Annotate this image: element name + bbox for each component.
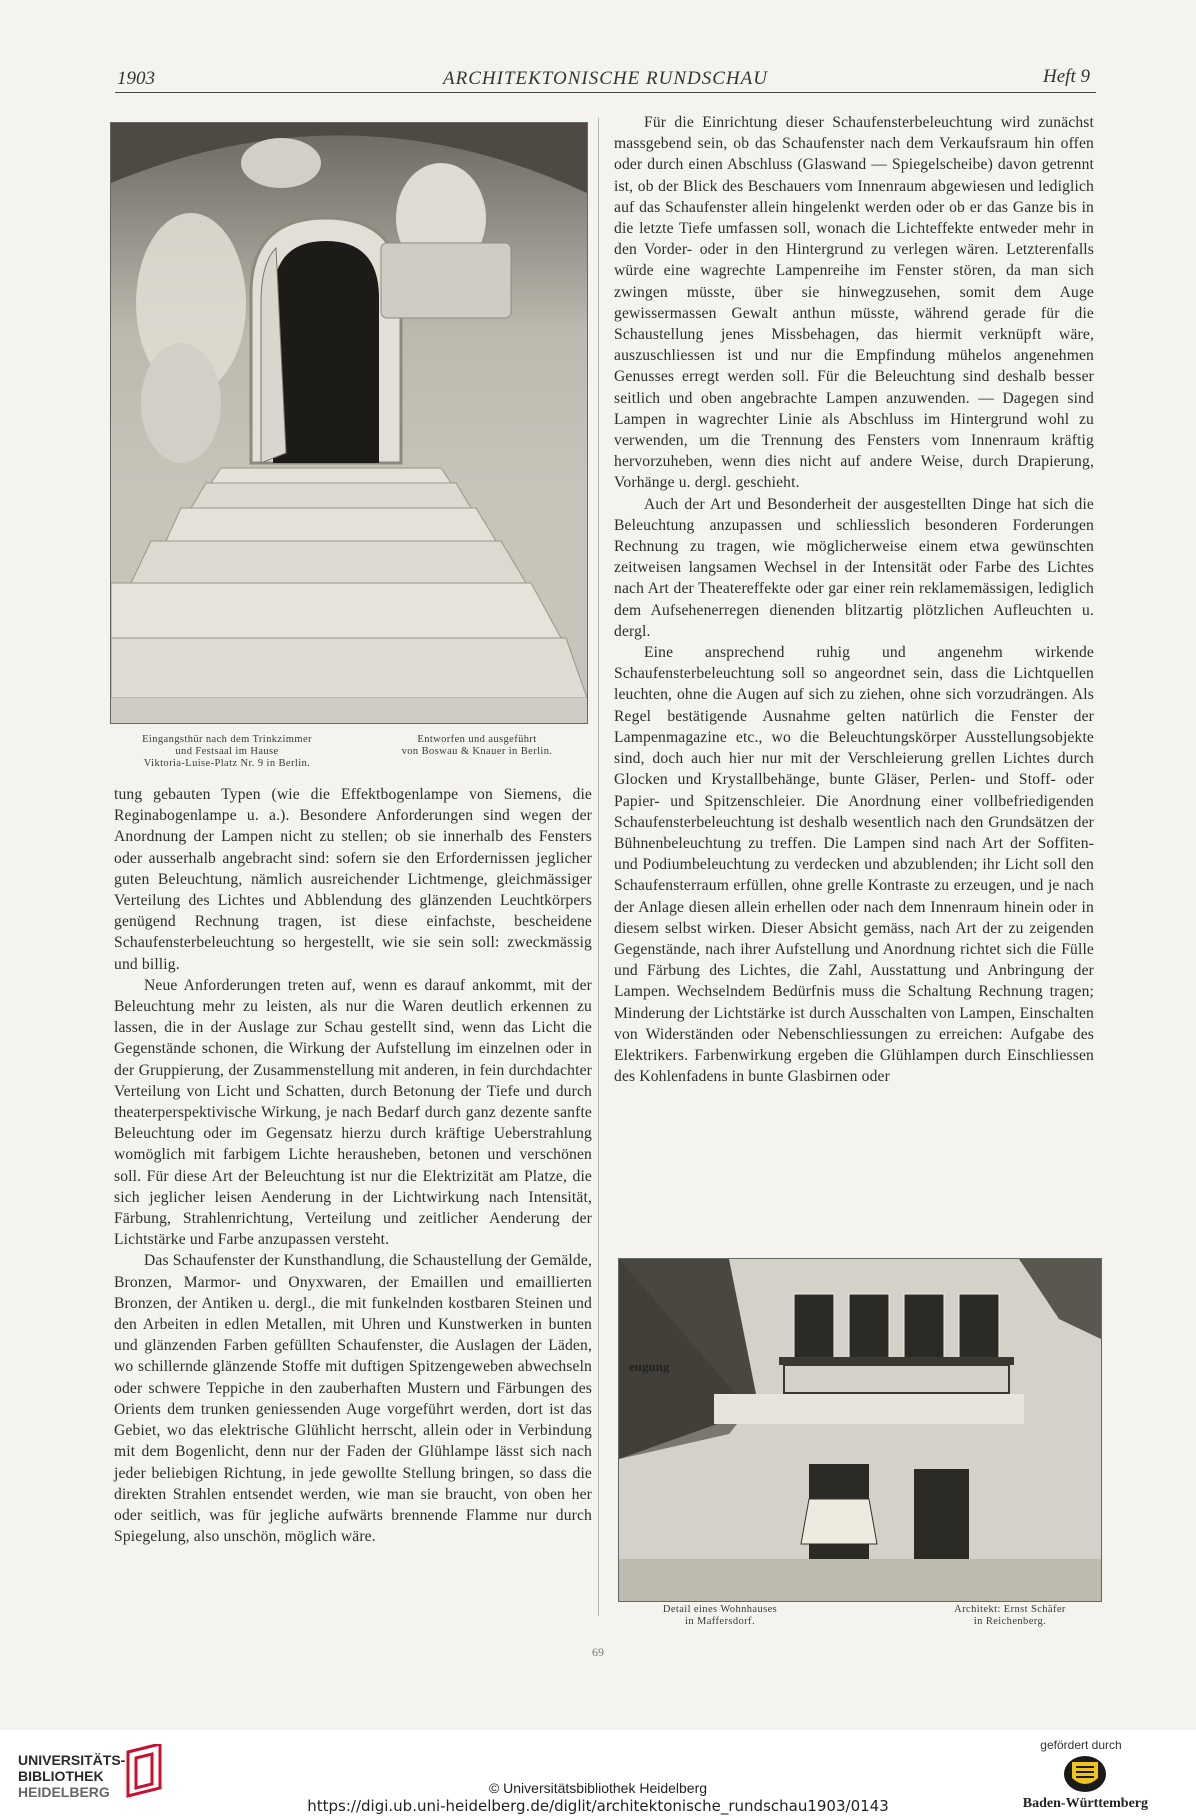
sign-fragment: eugung: [629, 1359, 670, 1374]
right-column: [614, 112, 1094, 1087]
left-column: [114, 784, 592, 1547]
page-number: 69: [592, 1645, 604, 1659]
footer-bar: [0, 1730, 1196, 1816]
figure1-caption-right-text: Entworfen und ausgeführt von Boswau & Knauer in Berlin.: [401, 734, 553, 757]
library-name-line2: BIBLIOTHEK: [18, 1768, 104, 1784]
baden-wuerttemberg-crest-icon: [1062, 1754, 1108, 1794]
running-header: [115, 66, 1096, 93]
funded-by-label: gefördert durch: [1040, 1738, 1122, 1752]
permalink-url[interactable]: https://digi.ub.uni-heidelberg.de/diglit/architektonische_rundschau1903/0143: [307, 1797, 889, 1815]
figure2-caption-left-text: Detail eines Wohnhauses in Maffersdorf.: [662, 1604, 778, 1627]
left-paragraph-1: tung gebauten Typen (wie die Effektbogenlampe von Siemens, die Reginabogenlampe u. a.). Besondere Anforderungen sind wegen der Anordnung der Lampen nicht zu stellen; ob sie innerhalb des Fensters oder ausserhalb angebracht sind: sofern sie den Erfordernissen jeglicher guten Beleuchtung, nämlich ausreichender Lichtmenge, gleichmässiger Verteilung des Lichtes und Abblendung des glänzenden Leuchtkörpers genügend Rechnung tragen, ist diese einfachste, bescheidene Schaufensterbeleuchtung so hergestellt, wie sie sein soll: zweckmässig und billig.: [114, 786, 592, 973]
library-name-line1: UNIVERSITÄTS-: [18, 1752, 126, 1768]
right-paragraph-2: Auch der Art und Besonderheit der ausgestellten Dinge hat sich die Beleuchtung anzupassen und schliesslich besonderen Forderungen Rechnung zu tragen, wie möglicherweise einem etwa gewünschten zeitweisen langsamen Wechsel in der Intensität oder Farbe des Lichtes nach Art der Theatereffekte oder gar einer rein reklamemässigen, lediglich dem Aufsehenerregen dienenden blitzartig plötzlichen Aufleuchten u. dergl.: [614, 495, 1094, 640]
library-name-line3: HEIDELBERG: [18, 1784, 110, 1800]
left-paragraph-2: Neue Anforderungen treten auf, wenn es darauf ankommt, mit der Beleuchtung mehr zu leisten, als nur die Waren deutlich erkennen zu lassen, die in der Auslage zur Schau gestellt sind, wenn das Licht die Gegenstände schonen, die Wirkung der Aufstellung im einzelnen oder in der Gruppierung, der Zusammenstellung mit anderen, in fein durchdachter Verteilung von Licht und Schatten, durch Betonung der Tiefe und durch theaterperspektivische Wirkung, je nach Bedarf durch ganz dezente sanfte Beleuchtung oder im Gegensatz hierzu durch kräftige Ueberstrahlung womöglich mit farbigem Lichte herausheben, betonen und verschönen soll. Für diese Art der Beleuchtung ist nur die Elektrizität am Platze, die sich jeglicher leisen Aenderung in der Lichtwirkung nach Intensität, Färbung, Strahlenrichtung, Verteilung und zeitlicher Aenderung der Lichtstärke und Farbe anzupassen versteht.: [114, 976, 592, 1249]
figure1-caption-left: [112, 734, 342, 770]
header-year: 1903: [117, 68, 155, 89]
copyright-text: © Universitätsbibliothek Heidelberg: [488, 1780, 708, 1796]
figure2-caption-left: [620, 1604, 820, 1628]
figure1-caption-left-text: Eingangsthür nach dem Trinkzimmer und Festsaal im Hause Viktoria-Luise-Platz Nr. 9 in Berlin.: [142, 734, 312, 769]
funder-name: Baden-Württemberg: [1022, 1796, 1148, 1811]
photo-entrance-door: [110, 122, 588, 724]
figure2-caption-right-text: Architekt: Ernst Schäfer in Reichenberg.: [954, 1604, 1066, 1627]
right-paragraph-1: Für die Einrichtung dieser Schaufensterbeleuchtung wird zunächst massgebend sein, ob das Schaufenster nach dem Verkaufsraum hin offen oder durch einen Abschluss (Glaswand — Spiegelscheibe) davon getrennt ist, ob der Blick des Beschauers vom Innenraum abgewiesen und lediglich auf das Schaufenster allein hingelenkt werden oder ob er das Ganze bis in die letzte Tiefe umfassen soll, wonach die Lichteffekte entweder mehr in den Vorder- oder in den Hintergrund zu verlegen wären. Letzterenfalls würde eine wagrechte Lampenreihe im Fenster stören, da man sich zwingen müsste, über sie hinwegzusehen, somit dem Auge gewissermassen Gewalt anthun müsste, während gerade für die Schaustellung jenes Missbehagen, das hiermit verknüpft wäre, auszuschliessen ist und nur die Empfindung mühelos angenehmen Genusses erregt werden soll. Für die Beleuchtung sind deshalb besser seitlich und oben angebrachte Lampen anzuwenden. — Dagegen sind Lampen in wagrechter Linie als Abschluss im Hintergrund wohl zu verwenden, um die Trennung des Fensters vom Innenraum kräftig hervorzuheben, wenn dies nicht auf andere Weise, durch Drapierung, Vorhänge u. dergl. geschieht.: [614, 114, 1094, 492]
photo-house-facade: [618, 1258, 1102, 1602]
figure2-caption-right: [920, 1604, 1100, 1628]
figure1-caption-right: [372, 734, 582, 758]
header-issue: Heft 9: [1043, 66, 1090, 87]
entrance-door-illustration: [111, 123, 587, 723]
house-facade-illustration: [619, 1259, 1101, 1601]
header-journal-title: ARCHITEKTONISCHE RUNDSCHAU: [443, 68, 768, 89]
left-paragraph-3: Das Schaufenster der Kunsthandlung, die Schaustellung der Gemälde, Bronzen, Marmor- und Onyxwaren, der Emaillen und emaillierten Bronzen, der Antiken u. dergl., die mit funkelnden kostbaren Steinen und den Arbeiten in edlen Metallen, mit Uhren und Kunstwerken in bunten und glänzenden Farben gefüllten Schaufenster, die Auslagen der Läden, wo schillernde glänzende Stoffe mit duftigen Spitzengeweben abwechseln oder schwere Teppiche in den zauberhaften Mustern und Färbungen des Orients dem trunken geniessenden Auge vorgeführt werden, dort ist das Gebiet, wo das elektrische Glühlicht herrscht, allein oder in Verbindung mit dem Bogenlicht, denn nur der Faden der Glühlampe lässt sich nach jeder beliebigen Richtung, in jede gewollte Stellung bringen, so dass die direkten Strahlen entsendet werden, wie man sie braucht, von oben her oder seitlich, was für jegliche aufwärts brennende Flamme nur durch Spiegelung, also unschön, möglich wäre.: [114, 1252, 592, 1546]
column-divider: [598, 118, 599, 1616]
right-paragraph-3: Eine ansprechend ruhig und angenehm wirkende Schaufensterbeleuchtung soll so angeordnet sein, dass die Lichtquellen leuchten, ohne die Augen auf sich zu ziehen, ohne sich vorzudrängen. Als Regel bestätigende Ausnahme gelten natürlich die Fenster der Lampenmagazine etc., wo die Beleuchtungskörper Ausstellungsobjekte sind, doch auch hier nur mit der Verschleierung grellen Lichtes durch Glocken und Krystallbehänge, bunte Gläser, Perlen- und Stoff- oder Papier- und Spitzenschleier. Die Anordnung einer vollbefriedigenden Schaufensterbeleuchtung ist deshalb wesentlich nach den Grundsätzen der Bühnenbeleuchtung zu treffen. Die Lampen sind nach Art der Soffiten- und Podiumbeleuchtung zu verdecken und abzublenden; ihr Licht soll den Schaufensterraum erfüllen, ohne grelle Kontraste zu erzeugen, und je nach der Anlage diesen allein erhellen oder nach dem Innenraum hinein oder in diesem selbst wirken. Dieser Absicht gemäss, nach Art der zu zeigenden Gegenstände, nach ihrer Aufstellung und Anordnung richtet sich die Fülle und Färbung des Lichtes, die Zahl, Ausstattung und Anbringung der Lampen. Wechselndem Bedürfnis muss die Schaltung Rechnung tragen; Minderung der Lichtstärke ist durch Ausschalten von Lampen, Einschalten von Widerständen oder Nebenschliessungen zu erreichen: Aufgabe des Elektrikers. Farbenwirkung ergeben die Glühlampen durch Einschliessen des Kohlenfadens in bunte Glasbirnen oder: [614, 644, 1094, 1086]
